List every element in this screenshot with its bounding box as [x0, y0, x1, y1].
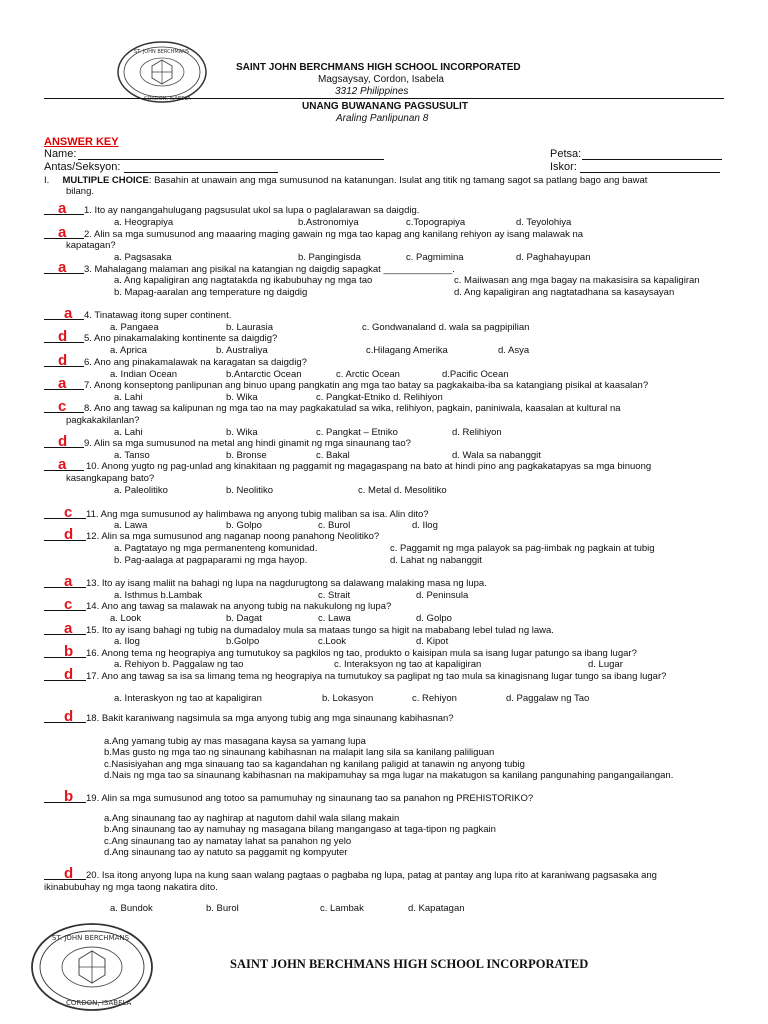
question-line: d. Golpo [416, 613, 452, 624]
question-line: c. Gondwanaland d. wala sa pagpipilian [362, 322, 530, 333]
question-line: 6. Ano ang pinakamalawak na karagatan sa daigdig? [84, 357, 307, 368]
exam-subject: Araling Panlipunan 8 [336, 113, 429, 124]
question-line: 11. Ang mga sumusunod ay halimbawa ng anyong tubig maliban sa isa. Alin dito? [86, 509, 429, 520]
question-line: b.Ang sinaunang tao ay namuhay ng masagana bilang mangangaso at taga-tipon ng pagkain [104, 824, 496, 835]
question-line: 7. Anong konseptong panlipunan ang binuo upang pangkatin ang mga tao batay sa pagkakaiba-iba sa katangiang pisikal at kaasalan? [84, 380, 649, 391]
question-line: c.Ang sinaunang tao ay namatay lahat sa panahon ng yelo [104, 836, 352, 847]
question-line: a.Ang sinaunang tao ay naghirap at nagutom dahil wala silang makain [104, 813, 400, 824]
svg-text:ST. JOHN BERCHMANS: ST. JOHN BERCHMANS [134, 49, 190, 55]
question-line: c. Arctic Ocean [336, 369, 400, 380]
question-line: b.Astronomiya [298, 217, 359, 228]
question-line: b.Mas gusto ng mga tao ng sinaunang kabihasnan na malapit lang sila sa kanilang paliliguan [104, 747, 495, 758]
score-label: Iskor: [550, 161, 577, 173]
name-field[interactable] [78, 159, 384, 160]
question-line: c. Pangkat-Etniko d. Relihiyon [316, 392, 443, 403]
section-field[interactable] [124, 172, 278, 173]
question-line: b. Bronse [226, 450, 267, 461]
question-line: c. Bakal [316, 450, 350, 461]
question-line: d. Kipot [416, 636, 449, 647]
answer-mark: d [58, 328, 68, 345]
answer-mark: a [64, 620, 73, 637]
question-line: c. Pangkat – Etniko [316, 427, 398, 438]
question-line: a. Isthmus b.Lambak [114, 590, 203, 601]
question-line: 4. Tinatawag itong super continent. [84, 310, 232, 321]
answer-mark: d [58, 433, 68, 450]
answer-mark: d [58, 352, 68, 369]
instructions-line-2: bilang. [66, 186, 94, 197]
svg-text:CORDON, ISABELA: CORDON, ISABELA [66, 999, 132, 1007]
question-line: d. Teyolohiya [516, 217, 572, 228]
question-line: a. Lahi [114, 427, 143, 438]
question-line: a.Ang yamang tubig ay mas masagana kaysa sa yamang lupa [104, 736, 366, 747]
question-line: d. Ilog [412, 520, 438, 531]
question-line: pagkakakilanlan? [66, 415, 140, 426]
question-line: 2. Alin sa mga sumusunod ang maaaring maging gawain ng mga tao kapag ang kanilang rehiyon ay isang malawak na [84, 229, 584, 240]
question-line: d. Asya [498, 345, 530, 356]
answer-mark: c [64, 596, 73, 613]
question-line: 3. Mahalagang malaman ang pisikal na katangian ng daigdig sapagkat _____________. [84, 264, 455, 275]
question-line: a. Pangaea [110, 322, 159, 333]
question-line: 13. Ito ay isang maliit na bahagi ng lupa na nagdurugtong sa dalawang malaking masa ng lupa. [86, 578, 487, 589]
question-line: c. Rehiyon [412, 693, 457, 704]
question-line: 16. Anong tema ng heograpiya ang tumutukoy sa pagkilos ng tao, produkto o kaisipan mula sa isang lugar patungo sa ibang lugar? [86, 648, 637, 659]
question-line: ikinabubuhay ng mga taong nakatira dito. [44, 882, 218, 893]
question-line: 8. Ano ang tawag sa kalipunan ng mga tao na may pagkakatulad sa wika, relihiyon, pagkain, paniniwala, kaasalan at kultural na [84, 403, 621, 414]
question-line: 17. Ano ang tawag sa isa sa limang tema ng heograpiya na tumutukoy sa paglipat ng tao mula sa kinagisnang lugar tungo sa ibang lugar? [86, 671, 667, 682]
question-line: c.Topograpiya [406, 217, 466, 228]
school-name: SAINT JOHN BERCHMANS HIGH SCHOOL INCORPORATED [236, 62, 521, 73]
name-label: Name: [44, 148, 77, 160]
question-line: a. Interaskyon ng tao at kapaligiran [114, 693, 262, 704]
question-line: b. Pangingisda [298, 252, 361, 263]
question-line: 14. Ano ang tawag sa malawak na anyong tubig na nakukulong ng lupa? [86, 601, 392, 612]
question-line: c. Lawa [318, 613, 351, 624]
exam-title: UNANG BUWANANG PAGSUSULIT [302, 101, 468, 112]
question-line: 9. Alin sa mga sumusunod na metal ang hindi ginamit ng mga sinaunang tao? [84, 438, 411, 449]
question-line: c.Hilagang Amerika [366, 345, 448, 356]
question-line: a. Lahi [114, 392, 143, 403]
question-line: b. Australiya [216, 345, 268, 356]
answer-mark: a [58, 224, 67, 241]
question-line: d. Ang kapaligiran ang nagtatadhana sa kasaysayan [454, 287, 675, 298]
question-line: d. Wala sa nabanggit [452, 450, 541, 461]
question-line: a. Ang kapaligiran ang nagtatakda ng ikabubuhay ng mga tao [114, 275, 373, 286]
answer-mark: b [64, 643, 74, 660]
question-line: kasangkapang bato? [66, 473, 155, 484]
question-line: c. Lambak [320, 903, 364, 914]
question-line: a. Paleolitiko [114, 485, 168, 496]
question-line: b. Mapag-aaralan ang temperature ng daigdig [114, 287, 308, 298]
question-line: d. Relihiyon [452, 427, 502, 438]
question-line: 1. Ito ay nangangahulugang pagsusulat ukol sa lupa o paglalarawan sa daigdig. [84, 205, 420, 216]
section-label: Antas/Seksyon: [44, 161, 121, 173]
question-line: 10. Anong yugto ng pag-unlad ang kinakitaan ng paggamit ng magagaspang na bato at hindi pino ang pagkakatapyas sa mga binuong [86, 461, 652, 472]
instructions-text: : Basahin at unawain ang mga sumusunod na katanungan. Isulat ang titik ng tamang sagot sa patlang bago ang bawat [148, 175, 648, 186]
question-line: c. Interaksyon ng tao at kapaligiran [334, 659, 482, 670]
question-line: d. Paghahayupan [516, 252, 591, 263]
question-line: b. Laurasia [226, 322, 274, 333]
footer-school-name: SAINT JOHN BERCHMANS HIGH SCHOOL INCORPORATED [230, 957, 589, 971]
question-line: c. Metal d. Mesolitiko [358, 485, 447, 496]
score-field[interactable] [580, 172, 720, 173]
instructions [44, 175, 647, 186]
question-line: a. Rehiyon b. Paggalaw ng tao [114, 659, 244, 670]
question-line: c.Nasisiyahan ang mga sinauang tao sa kagandahan ng kanilang paligid at tanawin ng anyong tubig [104, 759, 525, 770]
question-line: kapatagan? [66, 240, 116, 251]
question-line: d. Lahat ng nabanggit [390, 555, 482, 566]
question-line: b. Dagat [226, 613, 262, 624]
question-line: c. Pagmimina [406, 252, 464, 263]
question-line: d.Nais ng mga tao sa sinaunang kabihasnan na makipamuhay sa mga lugar na makatugon sa kanilang pangunahing pangangailangan. [104, 770, 674, 781]
question-line: a. Tanso [114, 450, 150, 461]
question-line: a. Indian Ocean [110, 369, 178, 380]
question-line: a. Bundok [110, 903, 153, 914]
question-line: d. Kapatagan [408, 903, 465, 914]
date-label: Petsa: [550, 148, 582, 160]
question-line: a. Pagsasaka [114, 252, 172, 263]
question-line: 15. Ito ay isang bahagi ng tubig na dumadaloy mula sa mataas tungo sa higit na mababang lebel tulad ng lawa. [86, 625, 554, 636]
answer-mark: a [58, 200, 67, 217]
question-line: a. Aprica [110, 345, 147, 356]
svg-text:CORDON, ISABELA: CORDON, ISABELA [144, 96, 191, 102]
question-line: a. Lawa [114, 520, 148, 531]
question-line: a. Pagtatayo ng mga permanenteng komunidad. [114, 543, 318, 554]
question-line: 12. Alin sa mga sumusunod ang naganap noong panahong Neolitiko? [86, 531, 380, 542]
question-line: a. Ilog [114, 636, 140, 647]
question-line: a. Heograpiya [114, 217, 174, 228]
question-line: c. Burol [318, 520, 351, 531]
question-line: c. Paggamit ng mga palayok sa pag-iimbak ng pagkain at tubig [390, 543, 655, 554]
school-seal-top [116, 40, 208, 104]
answer-mark: d [64, 865, 74, 882]
question-line: b.Antarctic Ocean [226, 369, 302, 380]
header-rule [44, 98, 724, 99]
answer-mark: c [58, 398, 67, 415]
school-seal-bottom [30, 922, 154, 1012]
instructions-title: MULTIPLE CHOICE [62, 175, 149, 186]
school-address: Magsaysay, Cordon, Isabela [318, 74, 444, 85]
question-line: c. Strait [318, 590, 351, 601]
answer-mark: c [64, 504, 73, 521]
svg-text:ST. JOHN BERCHMANS: ST. JOHN BERCHMANS [52, 934, 130, 942]
question-line: b. Burol [206, 903, 239, 914]
answer-mark: a [58, 375, 67, 392]
answer-mark: d [64, 526, 74, 543]
answer-mark: a [64, 305, 73, 322]
question-line: b. Wika [226, 392, 258, 403]
answer-mark: d [64, 708, 74, 725]
answer-mark: d [64, 666, 74, 683]
question-line: d.Pacific Ocean [442, 369, 509, 380]
question-line: 19. Alin sa mga sumusunod ang totoo sa pamumuhay ng sinaunang tao sa panahon ng PREHISTORIKO? [86, 793, 534, 804]
question-line: d. Peninsula [416, 590, 469, 601]
question-line: b. Golpo [226, 520, 262, 531]
answer-key-label: ANSWER KEY [44, 136, 119, 148]
date-field[interactable] [582, 159, 722, 160]
school-address-2: 3312 Philippines [335, 86, 409, 97]
answer-mark: b [64, 788, 74, 805]
question-line: 20. Isa itong anyong lupa na kung saan walang pagtaas o pagbaba ng lupa, patag at pantay ang lupa rito at karaniwang pagsasaka ang [86, 870, 657, 881]
question-line: b.Golpo [226, 636, 260, 647]
answer-mark: a [64, 573, 73, 590]
question-line: d. Lugar [588, 659, 623, 670]
question-line: d.Ang sinaunang tao ay natuto sa paggamit ng kompyuter [104, 847, 348, 858]
question-line: d. Paggalaw ng Tao [506, 693, 590, 704]
question-line: 5. Ano pinakamalaking kontinente sa daigdig? [84, 333, 278, 344]
answer-mark: a [58, 259, 67, 276]
question-line: 18. Bakit karaniwang nagsimula sa mga anyong tubig ang mga sinaunang kabihasnan? [86, 713, 454, 724]
question-line: a. Look [110, 613, 142, 624]
question-line: b. Neolitiko [226, 485, 273, 496]
answer-mark: a [58, 456, 67, 473]
question-line: b. Lokasyon [322, 693, 374, 704]
question-line: c. Maiiwasan ang mga bagay na makasisira sa kapaligiran [454, 275, 700, 286]
question-line: b. Pag-aalaga at pagpaparami ng mga hayop. [114, 555, 308, 566]
instructions-number: I. [44, 175, 50, 186]
question-line: c.Look [318, 636, 346, 647]
question-line: b. Wika [226, 427, 258, 438]
